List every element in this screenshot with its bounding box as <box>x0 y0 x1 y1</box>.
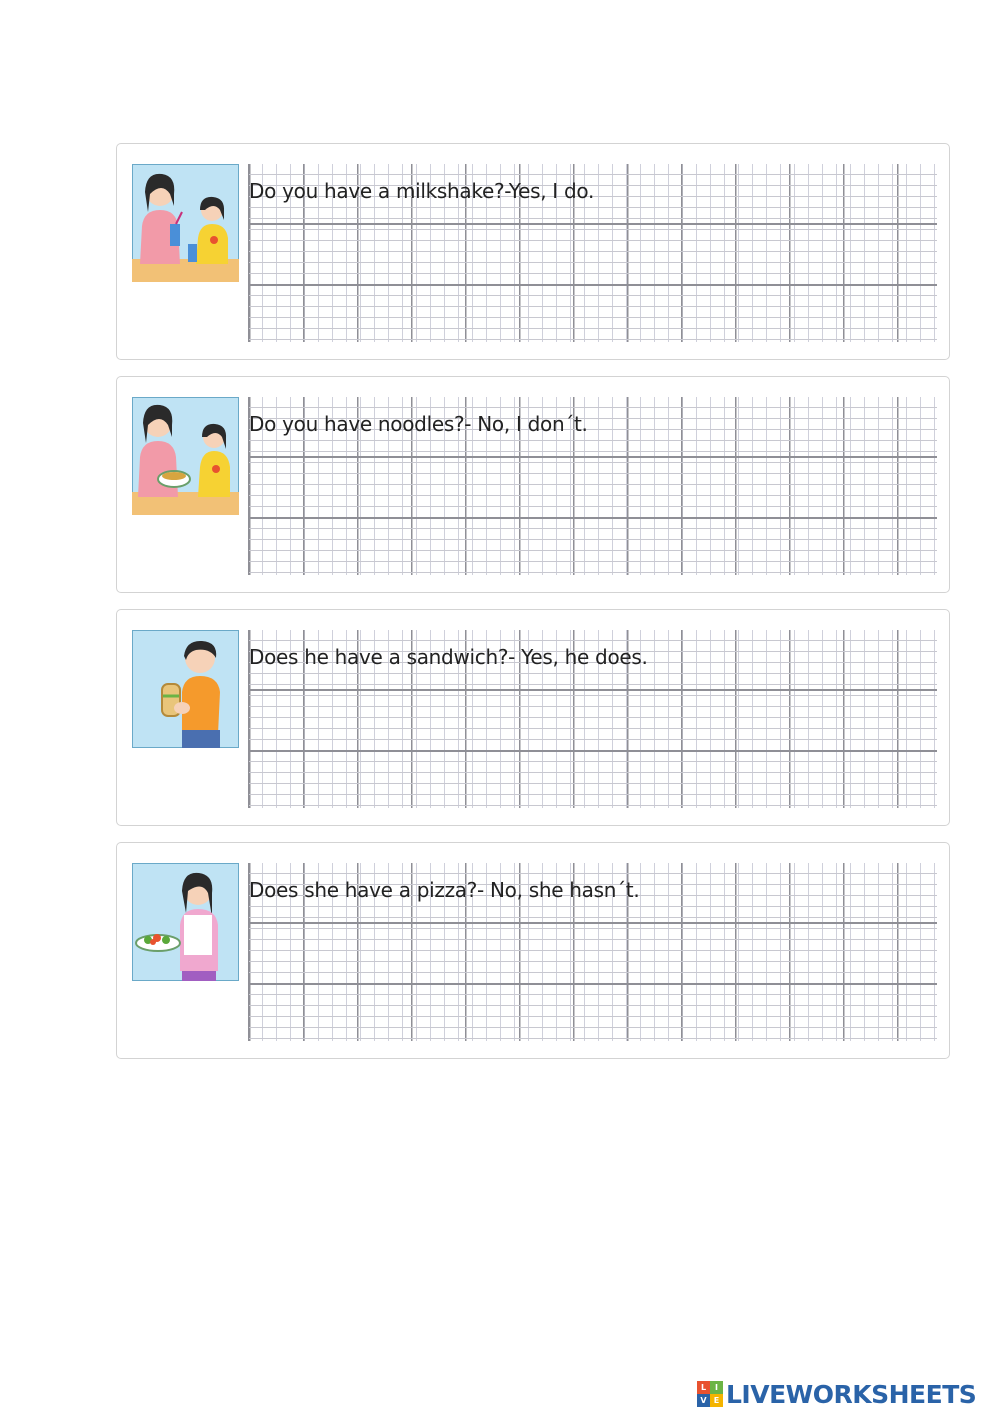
brand-name: LIVEWORKSHEETS <box>726 1379 977 1409</box>
sentence-text: Does he have a sandwich?- Yes, he does. <box>249 645 648 669</box>
logo-tile: E <box>710 1394 723 1407</box>
logo-tile: L <box>697 1381 710 1394</box>
liveworksheets-branding <box>697 1378 976 1410</box>
exercise-card-1 <box>116 143 950 360</box>
exercise-card-4 <box>116 842 950 1059</box>
illustration-woman-girl-noodles <box>132 397 239 515</box>
handwriting-grid[interactable] <box>248 863 937 1041</box>
handwriting-grid[interactable] <box>248 164 937 342</box>
sentence-text: Does she have a pizza?- No, she hasn´t. <box>249 878 640 902</box>
sentence-text: Do you have noodles?- No, I don´t. <box>249 412 588 436</box>
illustration-girl-salad <box>132 863 239 981</box>
exercise-card-2 <box>116 376 950 593</box>
sentence-text: Do you have a milkshake?-Yes, I do. <box>249 179 594 203</box>
handwriting-grid[interactable] <box>248 397 937 575</box>
handwriting-grid[interactable] <box>248 630 937 808</box>
illustration-boy-sandwich <box>132 630 239 748</box>
logo-tile: V <box>697 1394 710 1407</box>
liveworksheets-logo <box>697 1381 723 1407</box>
illustration-two-girls-milkshake <box>132 164 239 282</box>
logo-tile: I <box>710 1381 723 1394</box>
exercise-card-3 <box>116 609 950 826</box>
